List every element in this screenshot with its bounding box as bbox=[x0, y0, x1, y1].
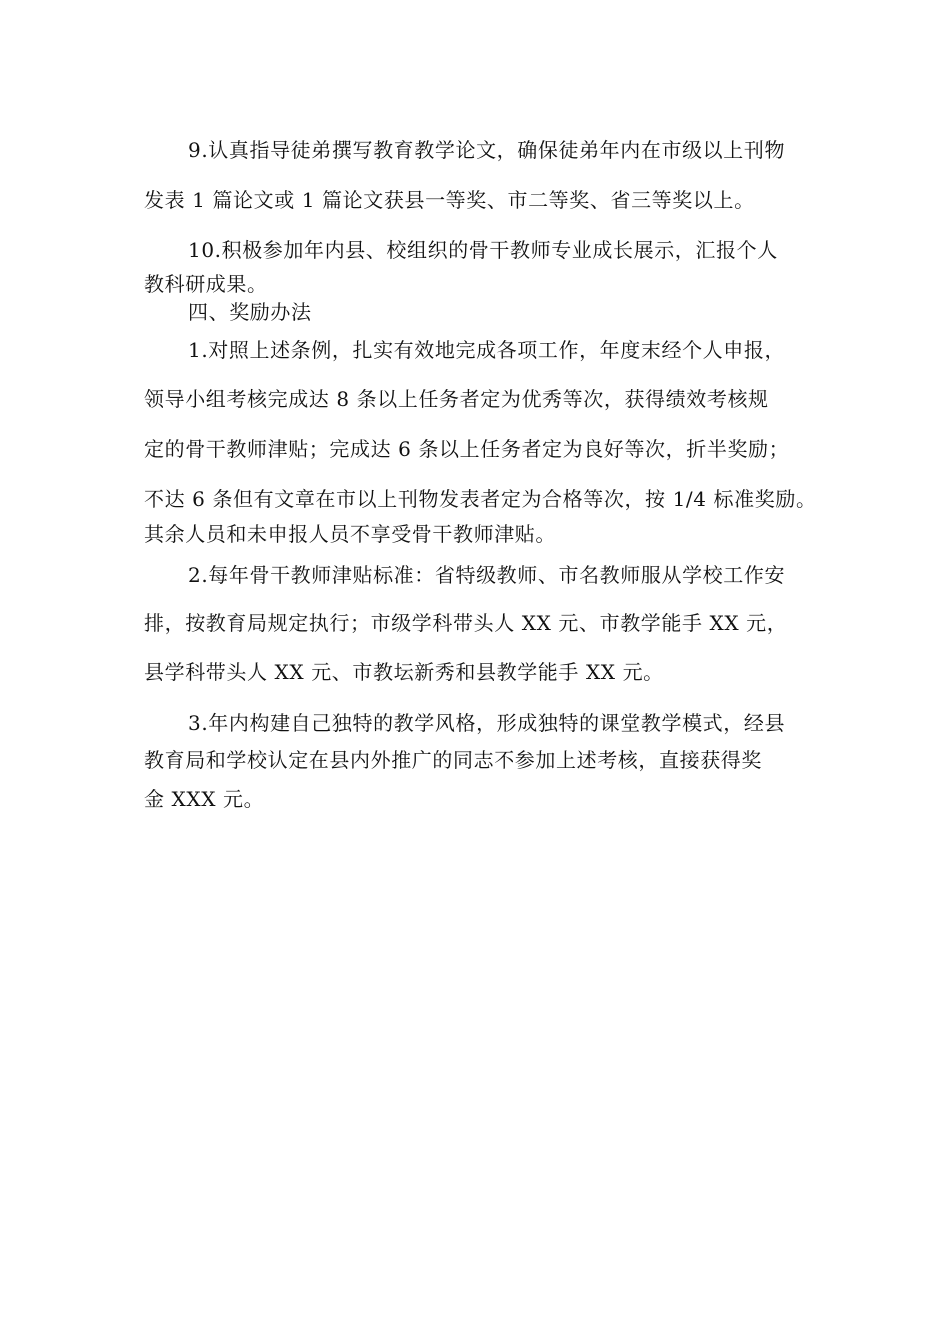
text-line: 金 XXX 元。 bbox=[144, 787, 265, 811]
text-line: 10.积极参加年内县、校组织的骨干教师专业成长展示，汇报个人 bbox=[188, 238, 778, 262]
text-line: 教科研成果。 bbox=[144, 272, 268, 296]
text-line: 其余人员和未申报人员不享受骨干教师津贴。 bbox=[144, 522, 556, 546]
text-line: 领导小组考核完成达 8 条以上任务者定为优秀等次，获得绩效考核规 bbox=[144, 387, 769, 411]
text-line: 2.每年骨干教师津贴标准：省特级教师、市名教师服从学校工作安 bbox=[188, 563, 786, 587]
text-line: 不达 6 条但有文章在市以上刊物发表者定为合格等次，按 1/4 标准奖励。 bbox=[144, 487, 817, 511]
section-heading: 四、奖励办法 bbox=[188, 300, 312, 324]
text-line: 排，按教育局规定执行；市级学科带头人 XX 元、市教学能手 XX 元， bbox=[144, 611, 788, 635]
text-line: 1.对照上述条例，扎实有效地完成各项工作，年度末经个人申报， bbox=[188, 338, 786, 362]
text-line: 发表 1 篇论文或 1 篇论文获县一等奖、市二等奖、省三等奖以上。 bbox=[144, 188, 755, 212]
text-line: 9.认真指导徒弟撰写教育教学论文，确保徒弟年内在市级以上刊物 bbox=[188, 138, 786, 162]
text-line: 教育局和学校认定在县内外推广的同志不参加上述考核，直接获得奖 bbox=[144, 748, 762, 772]
text-line: 3.年内构建自己独特的教学风格，形成独特的课堂教学模式，经县 bbox=[188, 711, 786, 735]
text-line: 县学科带头人 XX 元、市教坛新秀和县教学能手 XX 元。 bbox=[144, 660, 664, 684]
text-line: 定的骨干教师津贴；完成达 6 条以上任务者定为良好等次，折半奖励； bbox=[144, 437, 790, 461]
